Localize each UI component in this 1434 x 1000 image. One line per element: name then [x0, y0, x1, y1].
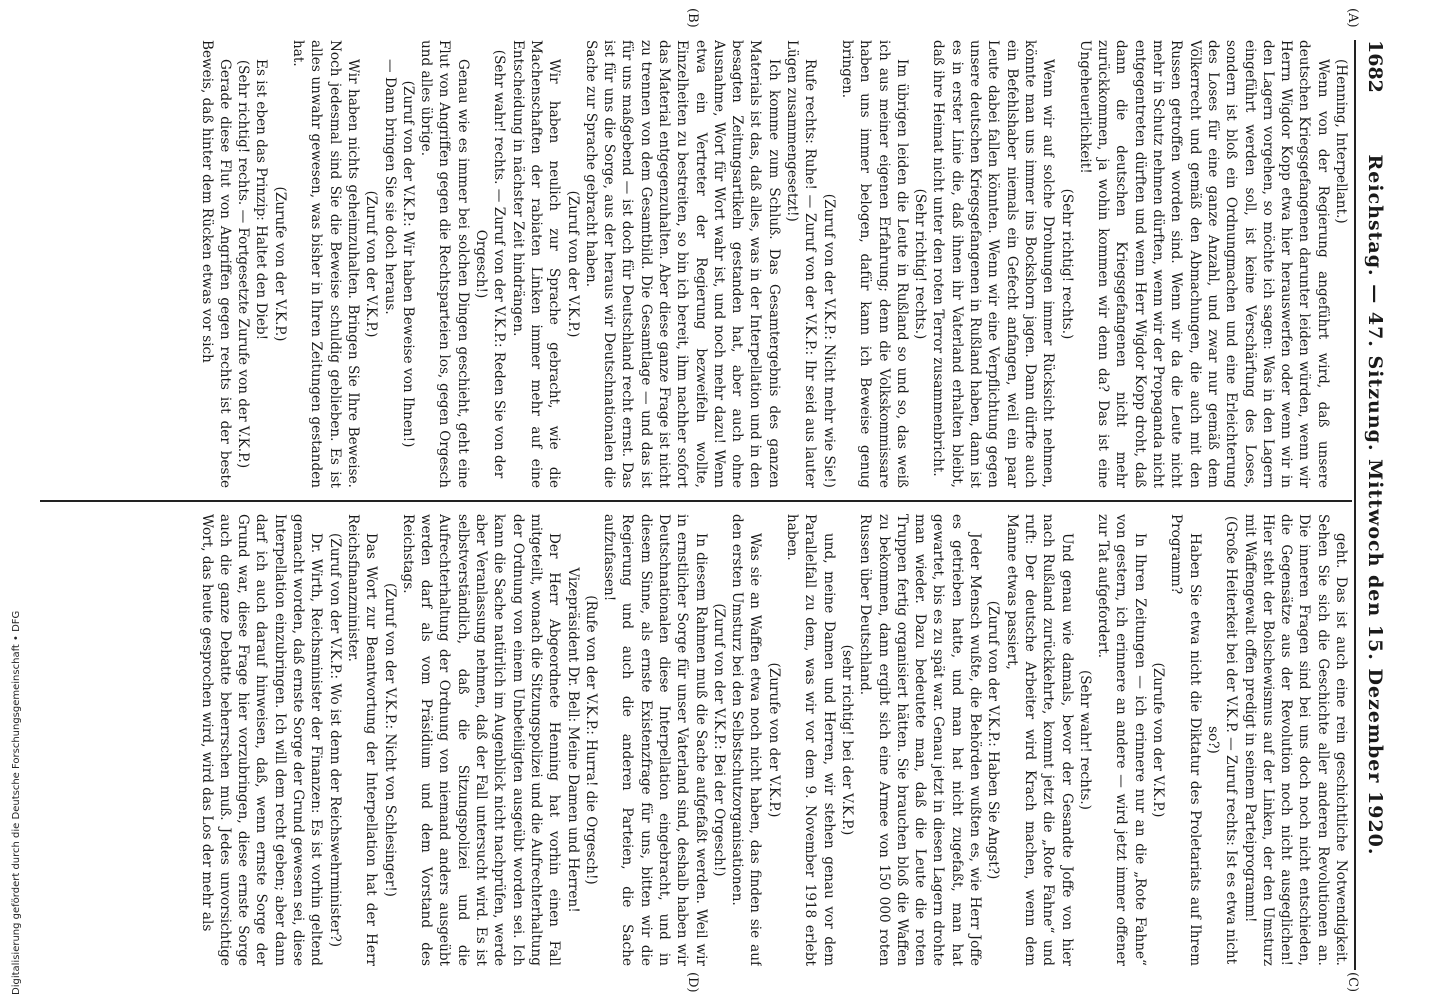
interjection: (Sehr richtig! rechts.) [912, 188, 929, 340]
paragraph: Genau wie es immer bei solchen Dingen geschieht, geht eine Flut von Angriffen gegen die Rechtsparteien los, gegen Orgesch und alles übrige. [418, 40, 471, 488]
paragraph: Im übrigen leiden die Leute in Rußland so und so, das weiß ich aus meiner eigenen Erfahrung; denn die Volkskommissare haben uns immer belogen, dafür kann ich Beweise genug bringen. [838, 40, 910, 488]
paragraph: Ich komme zum Schluß. Das Gesamtergebnis des ganzen Materials ist das, daß alles, was in der Interpellation und in den besagten Zeitungsartikeln gestanden hat, aber auch ohne Ausnahme, Wort für Wort wahr ist, und noch mehr dazu! Wenn etwa ein Vertreter der Regierung bezweifeln wollte, Einzelheiten zu bestreiten, so bin ich bereit, ihm nachher sofort das Material entgegenzuhalten. Aber diese ganze Frage ist nicht zu trennen von dem Gesamtbild. Die Gesamtlage — und das ist für uns maßgebend — ist doch für Deutschland recht ernst. Das ist für uns die Sorge, aus der heraus wir Deutschnationalen die Sache zur Sprache gebracht haben. [582, 40, 782, 488]
interjection: (Sehr richtig! rechts. — Fortgesetzte Zurufe von der V.K.P.) [235, 59, 252, 469]
paragraph: (Henning, Interpellant.) [1333, 59, 1349, 224]
interjection: (Sehr wahr! rechts.) [1076, 670, 1093, 810]
paragraph: Jeder Mensch wußte, die Behörden wußten es, wie Herr Joffe es getrieben hatte, und man hat nicht zugefaßt, man hat gewartet, bis es zu spät war. Genau jetzt in diesen Lagern drohte man wieder. Dazu bedeutete man, daß die Leute die roten Truppen fertig organisiert hätten. Sie brauchen bloß die Waffen zu bekommen, dann ergibt sich eine Armee von 150 000 roten Russen über Deutschland. [857, 514, 984, 966]
interjection: (Zuruf von der V.K.P.: Bei der Orgesch!) [710, 603, 727, 877]
page-number: 1682 [1364, 40, 1386, 93]
interjection: (sehr richtig! bei der V.K.P.) [838, 644, 855, 836]
interjection: (Sehr wahr! rechts. — Zuruf von der V.K.P.: Reden Sie von der Orgesch!) [473, 49, 508, 479]
digitization-note-text: Digitalisierung gefördert durch die Deutsche Forschungsgemeinschaft • DFG [11, 610, 22, 995]
paragraph: Wir haben neulich zur Sprache gebracht, wie die Machenschaften der rabiaten Linken immer mehr auf eine Entscheidung in nächster Zeit hindrängen. [509, 40, 563, 488]
interjection: (Sehr richtig! rechts.) [1058, 188, 1075, 340]
digitization-note [4, 5, 22, 995]
paragraph: Was sie an Waffen etwa noch nicht haben, das finden sie auf den ersten Umsturz bei den Selbstschutzorganisationen. [729, 514, 764, 966]
margin-letter-d: (D) [685, 972, 700, 993]
interjection: (Zuruf von der V.K.P.) [363, 190, 380, 338]
paragraph: geht. Das ist auch eine rein geschichtliche Notwendigkeit. Sehen Sie sich die Geschichte aller anderen Revolutionen an. Die inneren Fragen sind bei uns doch noch nicht entschieden, die Gegensätze aus der Revolution noch nicht ausgeglichen! Hier steht der Bolschewismus auf der Linken, der den Umsturz mit Waffengewalt offen predigt in seinem Parteiprogramm! [1241, 514, 1349, 966]
paragraph: Dr. Wirth, Reichsminister der Finanzen: Es ist vorhin geltend gemacht worden, daß ernste Sorge der Grund gewesen sei, diese Interpellation einzubringen. Ich will dem recht geben; aber dann darf ich auch darauf hinweisen, daß, wenn ernste Sorge der Grund war, diese Frage hier vorzubringen, diese ernste Sorge auch die ganze Debatte beherrschen muß. Jedes unvorsichtige Wort, das heute gesprochen wird, wird das Los der mehr als [198, 514, 325, 966]
paragraph: In diesem Rahmen muß die Sache aufgefaßt werden. Weil wir in ernstlicher Sorge für unser Vaterland sind, deshalb haben wir Deutschnationalen diese Interpellation eingebracht, und in diesem Sinne, als ernste Existenzfrage für uns, bitten wir die Regierung und auch die anderen Parteien, die Sache aufzufassen! [601, 514, 709, 966]
running-title: Reichstag. — 47. Sitzung. Mittwoch den 15. Dezember 1920. [1364, 154, 1386, 856]
interjection: (Große Heiterkeit bei der V.K.P. — Zuruf rechts: Ist es etwa nicht so?) [1204, 515, 1240, 965]
paragraph: Es ist eben das Prinzip: Haltet den Dieb! [253, 59, 270, 341]
column-divider [40, 500, 1352, 502]
right-text-column [20, 514, 1350, 966]
paragraph: Wenn wir auf solche Drohungen immer Rücksicht nehmen, könnte man uns immer ins Bockshorn jagen. Dann dürfte auch ein Befehlshaber niemals ein Gefecht anfangen, weil ein paar Leute dabei fallen könnten. Wenn wir eine Verpflichtung gegen unsere deutschen Kriegsgefangenen in Rußland haben, dann ist es in erster Linie die, daß ihnen ihr Vaterland erhalten bleibt, daß ihre Heimat nicht unter den roten Terror zusammenbricht. [930, 40, 1057, 488]
left-text-column [20, 40, 1350, 488]
paragraph: — Dann bringen Sie sie doch heraus. [381, 59, 398, 315]
paragraph: Und genau wie damals, bevor der Gesandte Joffe von hier nach Rußland zurückkehrte, kommt jetzt die „Rote Fahne“ und ruft: Der deutsche Arbeiter wird Krach machen, wenn dem Manne etwas passiert, [1003, 514, 1075, 966]
interjection: Vizepräsident Dr. Bell: Meine Damen und Herren! [564, 567, 581, 913]
interjection: (Zurufe von der V.K.P.) [271, 186, 288, 342]
paragraph: Haben Sie etwa nicht die Diktatur des Proletariats auf Ihrem Programm? [1168, 514, 1203, 966]
interjection: (Zuruf von der V.K.P.: Wir haben Beweise von Ihnen!) [399, 80, 416, 448]
page-header [1354, 40, 1394, 970]
header-rule [1354, 40, 1356, 970]
interjection: (Zuruf von der V.K.P.) [564, 190, 581, 338]
paragraph: Das Wort zur Beantwortung der Interpellation hat der Herr Reichsfinanzminister. [344, 514, 380, 966]
paragraph: Wenn von der Regierung angeführt wird, daß unsere deutschen Kriegsgefangenen darunter leiden würden, wenn wir Herrn Wigdor Kopp etwa hier herauswerfen oder wenn wir in den Lagern vorgehen, so möchte ich sagen: Was in den Lagern eingeführt werden soll, ist keine Verschärfung des Loses, sondern ist bloß ein Ordnungmachen und eine Erleichterung des Loses für eine ganze Anzahl, und zwar nur gemäß dem Völkerrecht und gemäß den Abmachungen, die auch mit den Russen getroffen worden sind. Wenn wir da die Leute nicht mehr in Schutz nehmen dürften, wenn wir der Propaganda nicht entgegentreten dürften und wenn Herr Wigdor Kopp droht, daß dann die deutschen Kriegsgefangenen nicht mehr zurückkommen, ja wohin kommen wir denn da? Das ist eine Ungeheuerlichkeit! [1076, 40, 1331, 488]
margin-letter-c: (C) [1345, 972, 1360, 993]
paragraph: Der Herr Abgeordnete Henning hat vorhin einen Fall mitgeteilt, wonach die Sitzungspolizei und die Aufrechterhaltung der Ordnung von einem Unbeteiligten ausgeübt worden sei. Ich kann die Sache natürlich im Augenblick nicht nachprüfen, werde aber Veranlassung nehmen, daß der Fall untersucht wird. Es ist selbstverständlich, daß die Sitzungspolizei und die Aufrechterhaltung der Ordnung von niemand anders ausgeübt werden darf als vom Präsidium und dem Vorstand des Reichstags. [399, 514, 563, 966]
interjection: (Zuruf von der V.K.P.: Haben Sie Angst?) [985, 600, 1002, 880]
paragraph: und, meine Damen und Herren, wir stehen genau vor dem Parallelfall zu dem, was wir vor dem 9. November 1918 erlebt haben. [784, 514, 837, 966]
interjection: (Zurufe von der V.K.P.) [1150, 662, 1167, 818]
paragraph: In Ihren Zeitungen — ich erinnere nur an die „Rote Fahne“ von gestern, ich erinnere an andere — wird jetzt immer offener zur Tat aufgefordert. [1095, 514, 1148, 966]
margin-letter-b: (B) [685, 8, 700, 28]
interjection: (Rufe von der V.K.P.: Hurra! die Orgesch!) [582, 595, 599, 885]
paragraph: Rufe rechts: Ruhe! — Zuruf von der V.K.P.: Ihr seid aus lauter Lügen zusammengesetzt!) [784, 40, 819, 488]
paragraph: Gerade diese Flut von Angriffen gegen rechts ist der beste Beweis, daß hinter dem Rücken etwas vor sich [198, 40, 233, 488]
margin-letter-a: (A) [1345, 8, 1360, 28]
interjection: (Zuruf von der V.K.P.: Wo ist denn der Reichswehrminister?) [326, 532, 343, 948]
paragraph: Wir haben nichts geheimzuhalten. Bringen Sie Ihre Beweise. Noch jedesmal sind Sie die Beweise schuldig geblieben. Es ist alles unwahr gewesen, was bisher in Ihren Zeitungen gestanden hat. [290, 40, 361, 488]
interjection: (Zuruf von der V.K.P.: Nicht mehr wie Sie!) [820, 193, 837, 488]
interjection: (Zuruf von der V.K.P.: Nicht von Schlesinger!) [381, 583, 398, 897]
interjection: (Zurufe von der V.K.P.) [765, 662, 782, 818]
